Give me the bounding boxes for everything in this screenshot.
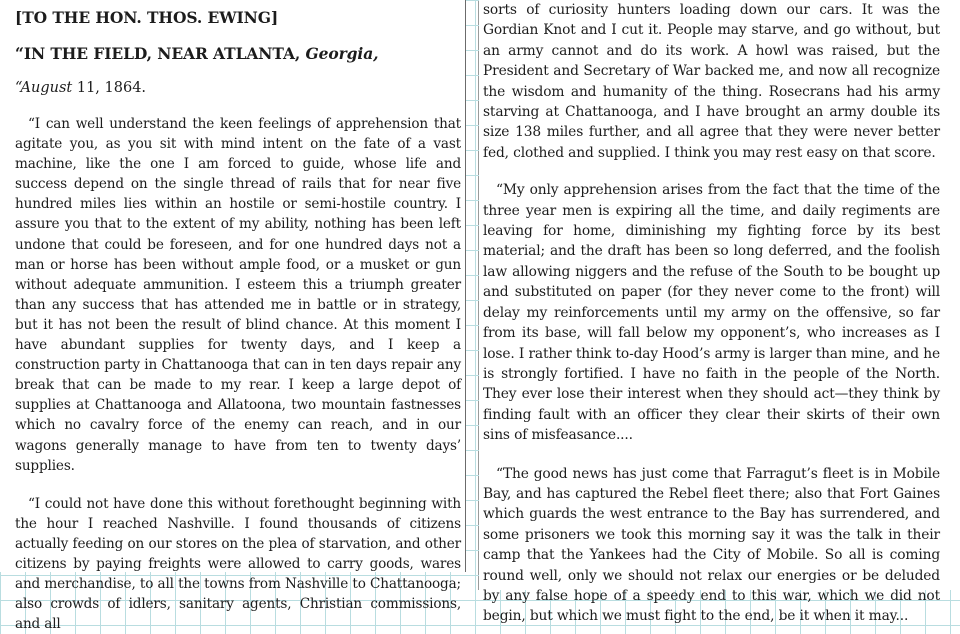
- location-prefix: “IN THE FIELD, NEAR ATLANTA,: [15, 44, 306, 63]
- paragraph-apprehension: “My only apprehension arises from the fact that the time of the three year men is expiring all the time, and daily regiments are leaving for home, diminishing my fighting force by its best material; and the draft has been so long deferred, and the foolish law allowing niggers and the refuse of the South to be bought up and substituted on paper (for they never come to the front) will delay my reinforcements until my army on the offensive, so far from its base, will fall below my opponent’s, who increases as I lose. I rather think to-day Hood’s army is larger than mine, and he is strongly fortified. I have no faith in the people of the North. They ever lose their interest when they should act—they think by finding fault with an officer they clear their skirts of their own sins of misfeasance....: [483, 182, 940, 444]
- letter-date: [15, 80, 461, 96]
- paragraph-mobile-bay: “The good news has just come that Farragut’s fleet is in Mobile Bay, and has captured the Rebel fleet there; also that Fort Gaines which guards the west entrance to the Bay has surrendered, and some prisoners we took this morning say it was the talk in their camp that the Yankees had the City of Mobile. So all is coming round well, only we should not relax our energies or be deluded by any false hope of a speedy end to this war, which we did not begin, but which we must fight to the end, be it when it may...: [483, 465, 940, 625]
- paragraph-forethought: “I could not have done this without forethought beginning with the hour I reached Nashville. I found thousands of citizens actually feeding on our stores on the plea of starvation, and other citizens by paying freights were allowed to carry goods, wares and merchandise, to all the towns from Nashville to Chattanooga; also crowds of idlers, sanitary agents, Christian commissions, and all: [15, 495, 461, 633]
- paragraph-gordian-knot: sorts of curiosity hunters loading down our cars. It was the Gordian Knot and I cut it. People may starve, and go without, but an army cannot and do its work. A howl was raised, but the President and Secretary of War backed me, and now all recognize the wisdom and humanity of the thing. Rosecrans had his army starving at Chattanooga, and I have brought an army double its size 138 miles further, and all agree that they were never better fed, clothed and supplied. I think you may rest easy on that score.: [483, 2, 940, 161]
- recipient-heading: [TO THE HON. THOS. EWING]: [15, 8, 279, 27]
- date-rest: 11, 1864.: [72, 80, 147, 96]
- right-page-scan: [478, 0, 960, 625]
- date-month: “August: [15, 80, 73, 96]
- location-state: Georgia,: [305, 44, 379, 63]
- left-page-scan: [0, 0, 466, 633]
- location-heading: [15, 44, 461, 63]
- paragraph-supplies: “I can well understand the keen feelings of apprehension that agitate you, as you sit with mind intent on the fate of a vast machine, like the one I am forced to guide, whose life and success depend on the single thread of rails that for near five hundred miles lies within an hostile or semi-hostile country. I assure you that to the extent of my ability, nothing has been left undone that could be foreseen, and for one hundred days not a man or horse has been without ample food, or a musket or gun without adequate ammunition. I esteem this a triumph greater than any success that has attended me in battle or in strategy, but it has not been the result of blind chance. At this moment I have abundant supplies for twenty days, and I keep a construction party in Chattanooga that can in ten days repair any break that can be made to my rear. I keep a large depot of supplies at Chattanooga and Allatoona, two mountain fastnesses which no cavalry force of the enemy can reach, and in our wagons generally manage to have from ten to twenty days’ supplies.: [15, 116, 461, 474]
